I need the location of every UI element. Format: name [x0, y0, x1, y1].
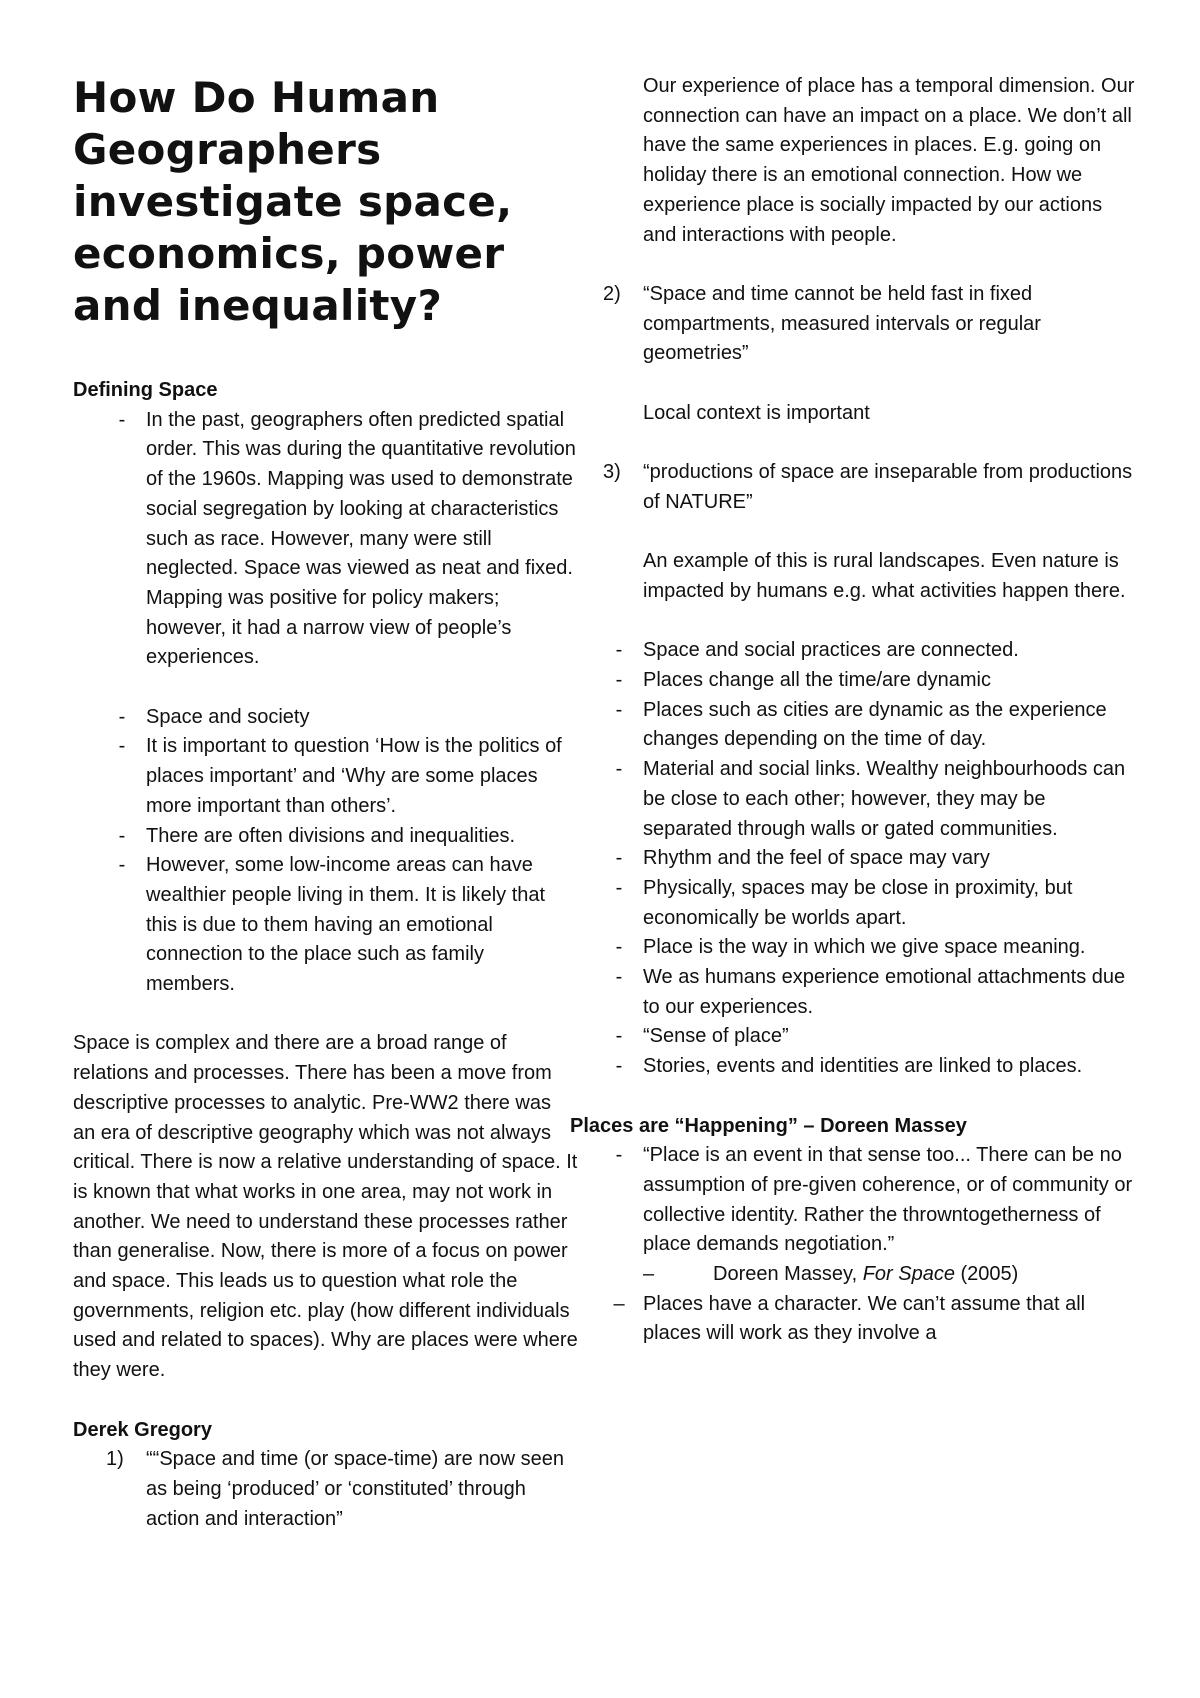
bullet-dash: - — [615, 698, 623, 721]
bullet-dash: - — [118, 705, 126, 728]
citation-title: For Space — [862, 1263, 955, 1286]
list-item — [615, 696, 1138, 755]
list-item-text: Places such as cities are dynamic as the experience changes depending on the time of day. — [643, 698, 1107, 751]
item-number: 2) — [603, 282, 621, 305]
right-column — [570, 72, 1138, 1349]
bullet-dash: - — [118, 735, 126, 758]
numbered-item-1 — [106, 1445, 578, 1534]
list-item-text: It is important to question ‘How is the politics of places important’ and ‘Why are some places more important than others’. — [146, 735, 562, 817]
item-number: 1) — [106, 1448, 124, 1471]
temporal-intro — [570, 72, 1138, 250]
space-complex-paragraph: Space is complex and there are a broad range of relations and processes. There has been a move from descriptive processes to analytic. Pre-WW2 there was an era of descriptive geography which was not always critical. There is now a relative understanding of space. It is known that what works in one area, may not work in another. We need to understand these processes rather than generalise. Now, there is more of a focus on power and space. This leads us to question what role the governments, religion etc. play (how different individuals used and related to spaces). Why are places were where they were. — [73, 1032, 578, 1382]
list-item-text: Space and society — [146, 705, 310, 728]
bullet-dash: - — [615, 668, 623, 691]
bullet-dash: - — [615, 936, 623, 959]
numbered-item-text: “Space and time cannot be held fast in fixed compartments, measured intervals or regular geometries” — [643, 282, 1041, 365]
numbered-item-text: ““Space and time (or space-time) are now seen as being ‘produced’ or ‘constituted’ through action and interaction” — [146, 1448, 564, 1530]
numbered-item-2 — [603, 280, 1138, 369]
bullet-dash: - — [118, 408, 126, 431]
list-item-text: Place is the way in which we give space meaning. — [643, 936, 1086, 959]
defining-space-list — [73, 406, 578, 673]
bullet-dash: - — [615, 1025, 623, 1048]
bullet-dash: - — [615, 966, 623, 989]
citation-year: (2005) — [954, 1263, 1019, 1286]
defining-space-heading: Defining Space — [73, 379, 218, 401]
list-item — [615, 844, 1138, 874]
list-item-text: “Sense of place” — [643, 1025, 789, 1048]
space-society-list — [73, 703, 578, 1000]
bullet-dash: - — [615, 847, 623, 870]
list-item-text: Places change all the time/are dynamic — [643, 668, 991, 691]
list-item-text: Rhythm and the feel of space may vary — [643, 847, 990, 870]
numbered-item-3 — [603, 458, 1138, 517]
list-item — [615, 636, 1138, 666]
numbered-item-text: “productions of space are inseparable from productions of NATURE” — [643, 461, 1133, 513]
gregory-numbered-list — [73, 1445, 578, 1534]
list-item-text: However, some low-income areas can have wealthier people living in them. It is likely that this is due to them having an emotional connection to the place such as family members. — [146, 854, 546, 996]
list-item-text: Stories, events and identities are linked to places. — [643, 1055, 1083, 1078]
bullet-dash: - — [615, 1144, 623, 1167]
list-item — [615, 874, 1138, 933]
list-item — [118, 851, 578, 1000]
list-item-text: Physically, spaces may be close in proximity, but economically be worlds apart. — [643, 876, 1073, 929]
list-item — [118, 822, 578, 852]
list-item-text: We as humans experience emotional attachments due to our experiences. — [643, 966, 1126, 1018]
left-column — [73, 72, 578, 1534]
list-item — [118, 703, 578, 733]
list-item-text: There are often divisions and inequalities. — [146, 824, 516, 847]
list-item-text: Material and social links. Wealthy neighbourhoods can be close to each other; however, they may be separated through walls or gated communities. — [643, 758, 1126, 840]
bullet-dash: - — [615, 876, 623, 899]
list-item — [615, 666, 1138, 696]
list-item — [615, 755, 1138, 844]
bullet-dash: - — [118, 854, 126, 877]
massey-quote: “Place is an event in that sense too... There can be no assumption of pre-given coherence, or of community or collective identity. Rather the throwntogetherness of place demands negotiation.” — [643, 1144, 1133, 1256]
list-item-text: Places have a character. We can’t assume that all places will work as they involve a — [643, 1292, 1086, 1345]
local-context-note: Local context is important — [643, 401, 870, 424]
item-number: 3) — [603, 461, 621, 484]
list-item — [118, 732, 578, 821]
temporal-paragraph: Our experience of place has a temporal dimension. Our connection can have an impact on a place. We don’t all have the same experiences in places. E.g. going on holiday there is an emotional connection. How we experience place is socially impacted by our actions and interactions with people. — [643, 75, 1135, 246]
massey-heading: Places are “Happening” – Doreen Massey — [570, 1114, 967, 1137]
bullet-dash: - — [615, 1055, 623, 1078]
bullet-dash: - — [615, 639, 623, 662]
list-item — [615, 1022, 1138, 1052]
citation-author: Doreen Massey, — [713, 1263, 863, 1286]
massey-citation — [643, 1260, 1138, 1290]
citation-dash: – — [643, 1263, 655, 1286]
massey-quote-item — [615, 1141, 1138, 1260]
list-item — [615, 933, 1138, 963]
derek-gregory-heading: Derek Gregory — [73, 1418, 212, 1441]
rural-landscapes-note: An example of this is rural landscapes. Even nature is impacted by humans e.g. what activities happen there. — [643, 550, 1126, 602]
list-item-text: In the past, geographers often predicted spatial order. This was during the quantitative revolution of the 1960s. Mapping was used to demonstrate social segregation by looking at characteristics such as race. However, many were still neglected. Space was viewed as neat and fixed. Mapping was positive for policy makers; however, it had a narrow view of people’s experiences. — [146, 408, 576, 669]
bullet-dash: - — [615, 758, 623, 781]
place-bullets-list — [615, 636, 1138, 1082]
list-item — [615, 963, 1138, 1022]
bullet-long-dash: – — [613, 1292, 625, 1315]
page-title: How Do Human Geographers investigate space, economics, power and inequality? — [73, 73, 513, 330]
list-item — [613, 1290, 1138, 1349]
list-item — [615, 1052, 1138, 1082]
list-item — [118, 406, 578, 673]
list-item-text: Space and social practices are connected. — [643, 639, 1019, 662]
bullet-dash: - — [118, 824, 126, 847]
